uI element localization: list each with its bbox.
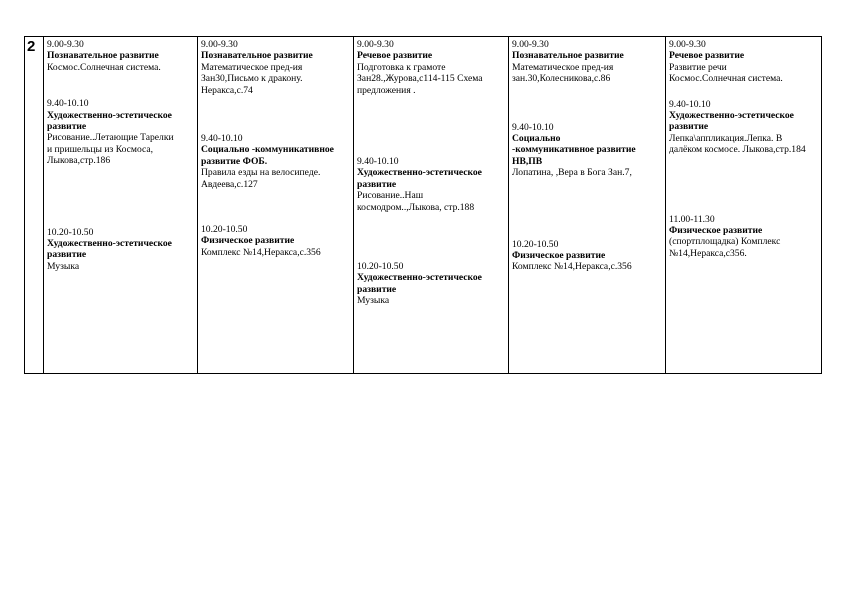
activity-time: 9.40-10.10 (201, 133, 243, 145)
day-cell-1 (44, 37, 198, 374)
schedule-row (25, 37, 822, 374)
activity (512, 39, 652, 85)
activity-area: Речевое развитие (357, 50, 433, 62)
activity-time: 10.20-10.50 (47, 226, 94, 238)
activity (512, 122, 637, 179)
activity-area: Социально -коммуникативное развитие ФОБ. (201, 144, 334, 167)
day-cell-5 (666, 37, 822, 374)
day-cell-4 (509, 37, 666, 374)
activity-area: Физическое развитие (512, 250, 606, 262)
activity-topic: Музыка (357, 295, 390, 307)
activity-area: Физическое развитие (669, 225, 763, 237)
activity-area: Художественно-эстетическое развитие (357, 272, 482, 295)
activity-topic: Подготовка к грамоте Зан28.,Журова,с114-115 Схема предложения . (357, 61, 483, 96)
day-cell-2 (198, 37, 354, 374)
activity-area: Художественно-эстетическое развитие (357, 167, 482, 190)
activity (47, 39, 194, 73)
activity-area: Художественно-эстетическое развитие (669, 110, 794, 133)
activity (201, 133, 350, 190)
activity-time: 9.00-9.30 (47, 39, 84, 50)
activity-area: Художественно-эстетическое развитие (47, 109, 172, 133)
activity (669, 99, 809, 156)
activity-area: Познавательное развитие (201, 50, 313, 62)
activity-topic: Развитие речи Космос.Солнечная система. (669, 61, 783, 85)
schedule-table (24, 36, 822, 374)
activity-time: 9.40-10.10 (512, 121, 554, 133)
activity-time: 10.20-10.50 (357, 261, 404, 273)
activity-topic: Математическое пред-ия Зан30,Письмо к дракону. Нераксa,с.74 (201, 61, 303, 96)
activity-time: 9.40-10.10 (47, 98, 89, 110)
activity-area: Познавательное развитие (47, 50, 159, 62)
activity (201, 224, 350, 258)
activity (357, 39, 505, 96)
activity (357, 156, 487, 213)
activity-time: 9.00-9.30 (357, 39, 394, 50)
activity-area: Речевое развитие (669, 50, 745, 62)
activity (669, 214, 797, 260)
activity (201, 39, 335, 96)
activity-area: Физическое развитие (201, 235, 295, 247)
activity (669, 39, 797, 85)
activity-time: 10.20-10.50 (512, 238, 559, 250)
activity-time: 9.00-9.30 (201, 39, 238, 50)
activity (47, 98, 175, 166)
activity-topic: Лопатина, ,Вера в Бога Зан.7, (512, 167, 632, 179)
activity-area: Художественно-эстетическое развитие (47, 238, 172, 261)
activity-topic: Космос.Солнечная система. (47, 61, 161, 73)
activity (357, 261, 505, 307)
activity-topic: Лепка\аппликация.Лепка. В далёком космосе. Лыкова,стр.184 (669, 132, 806, 156)
activity-topic: Комплекс №14,Нераксa,с.356 (512, 261, 632, 273)
activity (512, 239, 637, 273)
activity-topic: Музыка (47, 260, 80, 272)
row-number: 2 (25, 37, 44, 374)
activity-topic: Комплекс №14,Нераксa,с.356 (201, 246, 321, 258)
activity-time: 10.20-10.50 (201, 224, 248, 236)
activity-topic: (спортплощадка) Комплекс №14,Нераксa,с356. (669, 236, 781, 259)
activity-topic: Правила езды на велосипеде. Авдеева,с.127 (201, 167, 321, 190)
activity-topic: Рисование..Наш космодром..,Лыкова, стр.188 (357, 190, 475, 213)
activity-time: 9.40-10.10 (669, 98, 711, 110)
activity-time: 9.00-9.30 (512, 39, 549, 50)
activity (47, 227, 175, 273)
activity-area: Социально -коммуникативное развитие НВ,ПВ (512, 133, 636, 167)
activity-time: 9.40-10.10 (357, 156, 399, 168)
day-cell-3 (354, 37, 509, 374)
activity-time: 11.00-11.30 (669, 213, 715, 225)
activity-time: 9.00-9.30 (669, 39, 706, 50)
activity-area: Познавательное развитие (512, 50, 624, 62)
activity-topic: Математическое пред-ия зан.30,Колесникова,с.86 (512, 61, 614, 85)
activity-topic: Рисование..Летающие Тарелки и пришельцы из Космоса, Лыкова,стр.186 (47, 132, 174, 167)
